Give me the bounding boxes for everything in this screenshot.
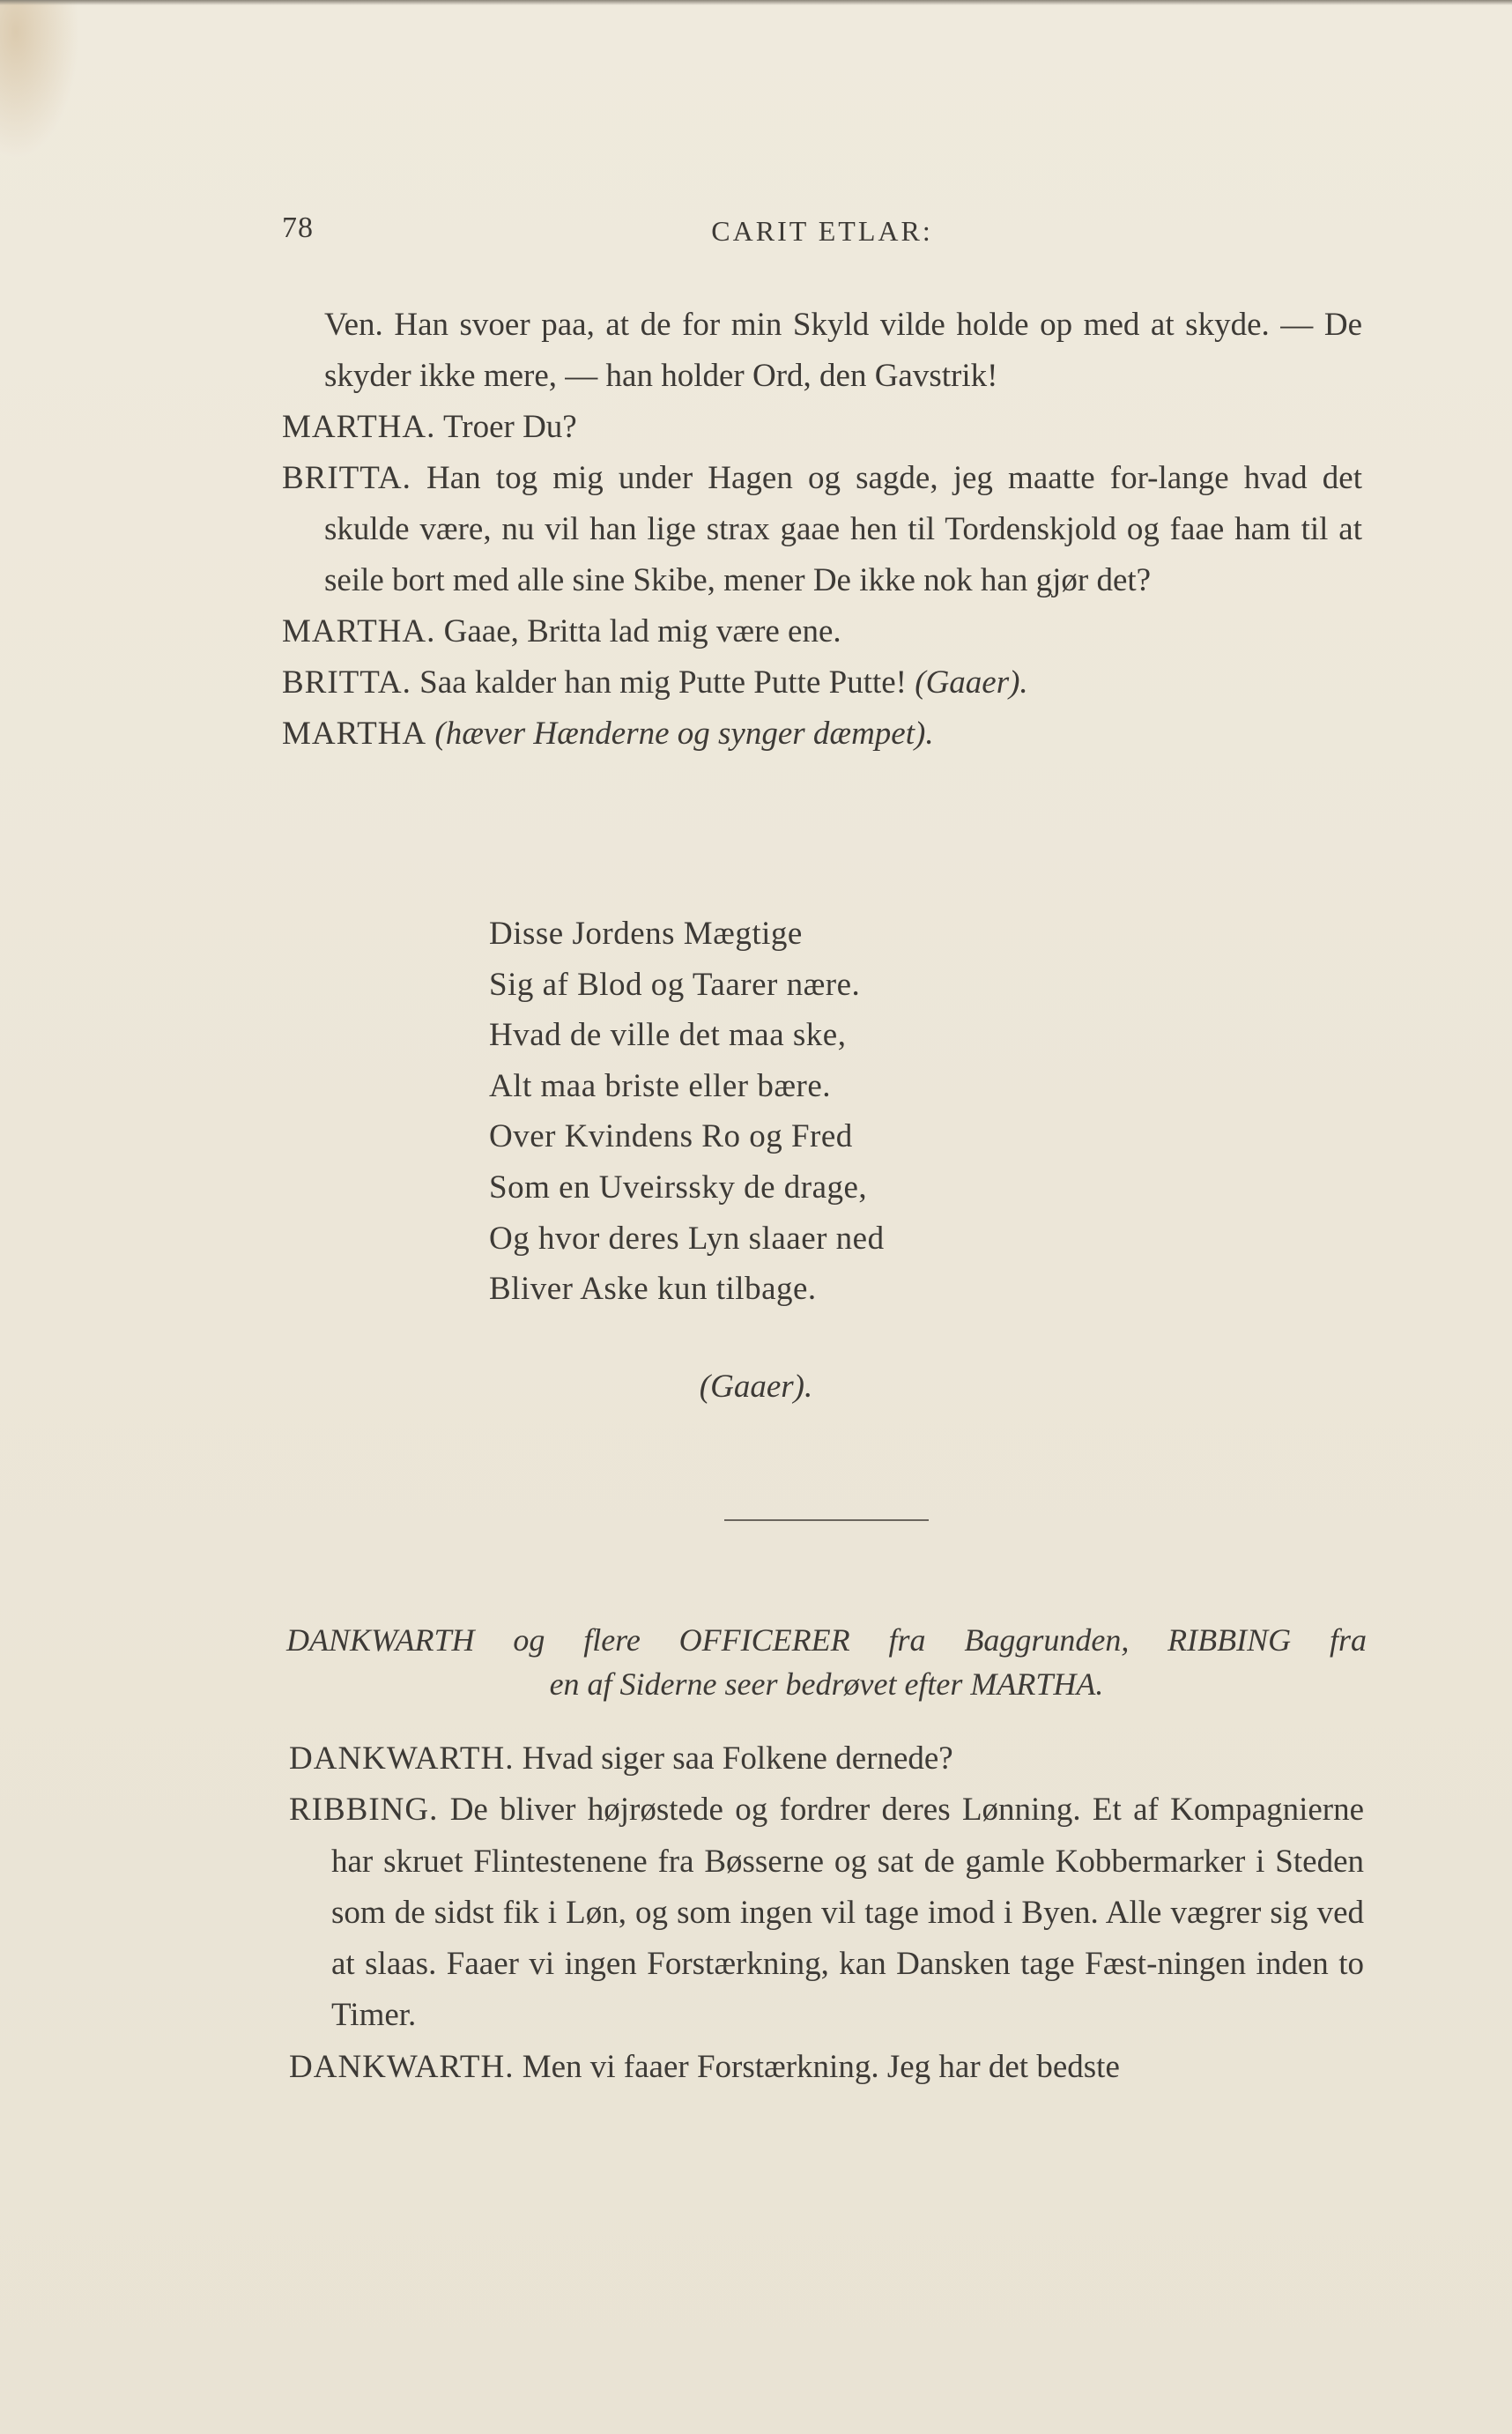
verse-line: Bliver Aske kun tilbage. xyxy=(489,1271,817,1308)
speaker-name: MARTHA. xyxy=(282,613,436,649)
dialogue-top xyxy=(282,300,1362,760)
dialogue-line xyxy=(282,606,1362,657)
verse-line: Over Kvindens Ro og Fred xyxy=(489,1118,853,1155)
page-number: 78 xyxy=(282,211,314,244)
stage-direction-line: DANKWARTH og flere OFFICERER fra Baggrunden, RIBBING fra xyxy=(286,1622,1367,1658)
line-text: Troer Du? xyxy=(442,409,577,445)
song-verse xyxy=(489,909,885,1315)
dialogue-line xyxy=(282,453,1362,606)
verse-line: Sig af Blod og Taarer nære. xyxy=(489,966,861,1003)
verse-line: Alt maa briste eller bære. xyxy=(489,1067,832,1104)
speaker-name: MARTHA. xyxy=(282,409,436,445)
dialogue-line xyxy=(282,300,1362,402)
speaker-name: BRITTA. xyxy=(282,460,411,496)
line-text: Hvad siger saa Folkene dernede? xyxy=(522,1740,953,1777)
line-text: Saa kalder han mig Putte Putte Putte! xyxy=(419,664,907,701)
speaker-name: DANKWARTH. xyxy=(289,2048,515,2085)
scene-divider xyxy=(724,1519,929,1521)
dialogue-line xyxy=(289,1733,1364,1785)
dialogue-line xyxy=(282,709,1362,760)
verse-line: Hvad de ville det maa ske, xyxy=(489,1017,847,1054)
stage-direction-line: en af Siderne seer bedrøvet efter MARTHA. xyxy=(549,1666,1104,1702)
scene-stage-direction xyxy=(286,1618,1367,1706)
speaker-name: RIBBING. xyxy=(289,1792,439,1829)
line-text: Gaae, Britta lad mig være ene. xyxy=(443,613,841,649)
exit-direction: (Gaaer). xyxy=(699,1369,813,1405)
line-text: Han tog mig under Hagen og sagde, jeg maatte for-lange hvad det skulde være, nu vil han lige strax gaae hen til Tordenskjold og faae ham til at seile bort med alle sine Skibe, mener De ikke nok han gjør det? xyxy=(324,460,1362,598)
line-text: De bliver højrøstede og fordrer deres Lønning. Et af Kompagnierne har skruet Flintestenene fra Bøsserne og sat de gamle Kobbermarker i Steden som de sidst fik i Løn, og som ingen vil tage imod i Byen. Alle vægrer sig ved at slaas. Faaer vi ingen Forstærkning, kan Dansken tage Fæst-ningen inden to Timer. xyxy=(331,1792,1365,2034)
line-text: Men vi faaer Forstærkning. Jeg har det bedste xyxy=(522,2048,1120,2085)
line-text: Ven. Han svoer paa, at de for min Skyld vilde holde op med at skyde. — De skyder ikke mere, — han holder Ord, den Gavstrik! xyxy=(324,307,1362,394)
page-top-edge xyxy=(0,0,1512,5)
stage-direction-inline: (hæver Hænderne og synger dæmpet). xyxy=(434,716,934,752)
speaker-name: MARTHA xyxy=(282,716,427,752)
dialogue-line xyxy=(289,2042,1364,2093)
dialogue-line xyxy=(282,402,1362,453)
dialogue-line xyxy=(282,657,1362,709)
page-header xyxy=(282,211,1362,256)
running-head: CARIT ETLAR: xyxy=(711,215,933,247)
verse-line: Disse Jordens Mægtige xyxy=(489,916,803,952)
dialogue-bottom xyxy=(289,1733,1364,2093)
stage-direction-inline: (Gaaer). xyxy=(915,664,1028,701)
verse-line: Som en Uveirssky de drage, xyxy=(489,1169,868,1206)
speaker-name: DANKWARTH. xyxy=(289,1740,515,1777)
dialogue-line xyxy=(289,1785,1364,2041)
speaker-name: BRITTA. xyxy=(282,664,411,701)
verse-line: Og hvor deres Lyn slaaer ned xyxy=(489,1220,885,1257)
